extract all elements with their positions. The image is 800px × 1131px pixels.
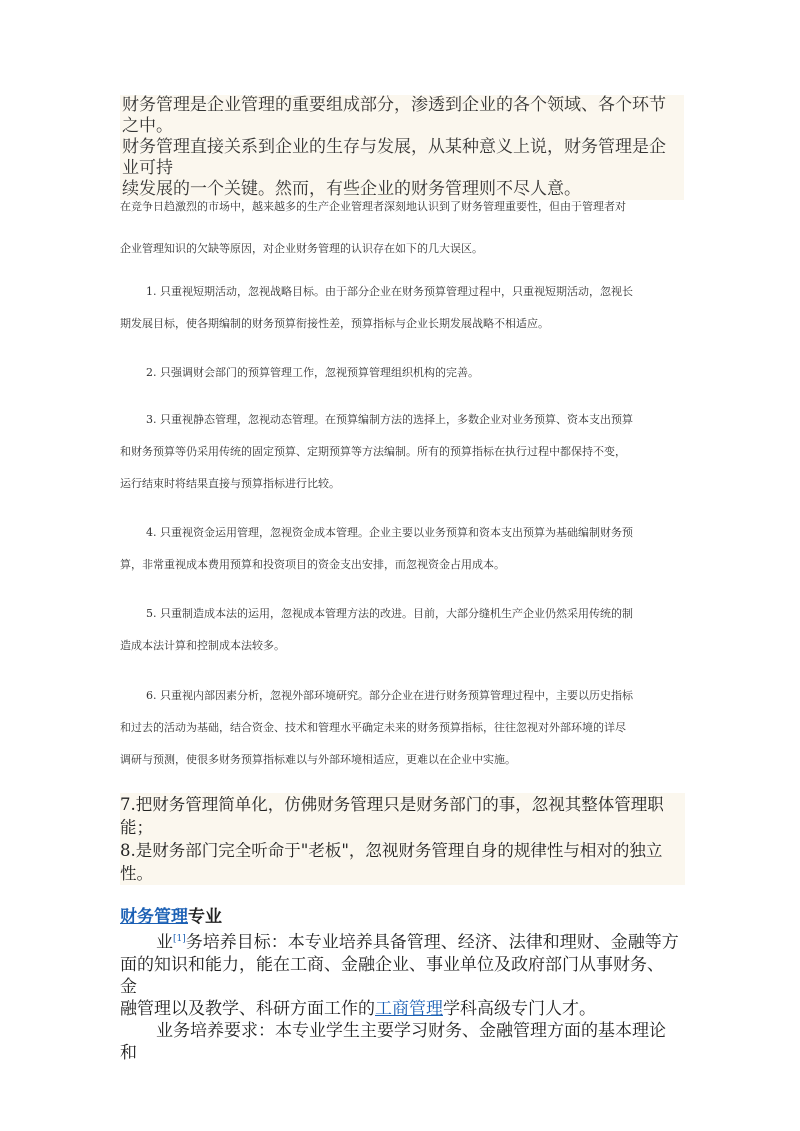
- item-line: 和过去的活动为基础，结合资金、技术和管理水平确定未来的财务预算指标，往往忽视对外部环境的详尽: [120, 721, 626, 734]
- item-line: 5. 只重制造成本法的运用，忽视成本管理方法的改进。目前，大部分缝机生产企业仍然采用传统的制: [146, 607, 633, 620]
- business-administration-link[interactable]: 工商管理: [375, 998, 443, 1019]
- text-span: 务培养目标：本专业培养具备管理、经济、法律和理财、金融等方: [185, 932, 679, 953]
- major-section: [120, 906, 680, 1064]
- paragraph-line: [120, 998, 680, 1020]
- paragraph-line: 面的知识和能力，能在工商、金融企业、事业单位及政府部门从事财务、金: [120, 954, 664, 997]
- heading-suffix: 专业: [188, 907, 222, 927]
- intro-line: 财务管理是企业管理的重要组成部分，渗透到企业的各个领域、各个环节之中。: [122, 95, 666, 136]
- item-line: 8.是财务部门完全听命于"老板"，忽视财务管理自身的规律性与相对的独立性。: [120, 841, 663, 883]
- lead-line: 在竞争日趋激烈的市场中，越来越多的生产企业管理者深刻地认识到了财务管理重要性，但由于管理者对: [120, 200, 626, 213]
- item-line: 3. 只重视静态管理，忽视动态管理。在预算编制方法的选择上，多数企业对业务预算、资本支出预算: [146, 413, 633, 426]
- item-line: 调研与预测，使很多财务预算指标难以与外部环境相适应，更难以在企业中实施。: [120, 753, 516, 766]
- misconception-item-4: [120, 517, 685, 581]
- reference-link[interactable]: [1]: [173, 934, 186, 944]
- item-line: 算，非常重视成本费用预算和投资项目的资金支出安排，而忽视资金占用成本。: [120, 558, 505, 571]
- intro-paragraph: [120, 95, 684, 200]
- intro-line: 续发展的一个关键。然而，有些企业的财务管理则不尽人意。: [122, 179, 581, 199]
- item-line: 和财务预算等仍采用传统的固定预算、定期预算等方法编制。所有的预算指标在执行过程中都保持不变，: [120, 445, 626, 458]
- item-line: 1. 只重视短期活动，忽视战略目标。由于部分企业在财务预算管理过程中，只重视短期活动，忽视长: [146, 285, 633, 298]
- misconception-item-1: [120, 276, 685, 340]
- training-goal-paragraph: [120, 928, 680, 954]
- item-line: 期发展目标，使各期编制的财务预算衔接性差，预算指标与企业长期发展战略不相适应。: [120, 317, 549, 330]
- text-span: 融管理以及教学、科研方面工作的: [120, 998, 375, 1019]
- item-line: 7.把财务管理简单化，仿佛财务管理只是财务部门的事，忽视其整体管理职能；: [120, 795, 664, 837]
- section-heading: [120, 906, 680, 928]
- lead-paragraph: [120, 186, 685, 270]
- item-line: 运行结束时将结果直接与预算指标进行比较。: [120, 477, 340, 490]
- misconception-item-5: [120, 598, 685, 662]
- item-line: 2. 只强调财会部门的预算管理工作，忽视预算管理组织机构的完善。: [146, 366, 479, 379]
- text-span: 学科高级专门人才。: [443, 998, 596, 1019]
- finance-management-link[interactable]: 财务管理: [120, 907, 188, 927]
- intro-line: 财务管理直接关系到企业的生存与发展，从某种意义上说，财务管理是企业可持: [122, 137, 666, 178]
- lead-line: 企业管理知识的欠缺等原因，对企业财务管理的认识存在如下的几大误区。: [120, 242, 483, 255]
- misconception-item-6: [120, 680, 685, 776]
- misconception-items-7-8: [120, 793, 685, 885]
- misconception-item-2: [120, 357, 685, 389]
- item-line: 4. 只重视资金运用管理，忽视资金成本管理。企业主要以业务预算和资本支出预算为基础编制财务预: [146, 526, 633, 539]
- misconception-item-3: [120, 404, 685, 500]
- item-line: 6. 只重视内部因素分析，忽视外部环境研究。部分企业在进行财务预算管理过程中，主要以历史指标: [146, 689, 633, 702]
- text-span: 业: [156, 932, 173, 953]
- item-line: 造成本法计算和控制成本法较多。: [120, 639, 285, 652]
- training-requirement-paragraph: 业务培养要求：本专业学生主要学习财务、金融管理方面的基本理论和: [120, 1020, 666, 1063]
